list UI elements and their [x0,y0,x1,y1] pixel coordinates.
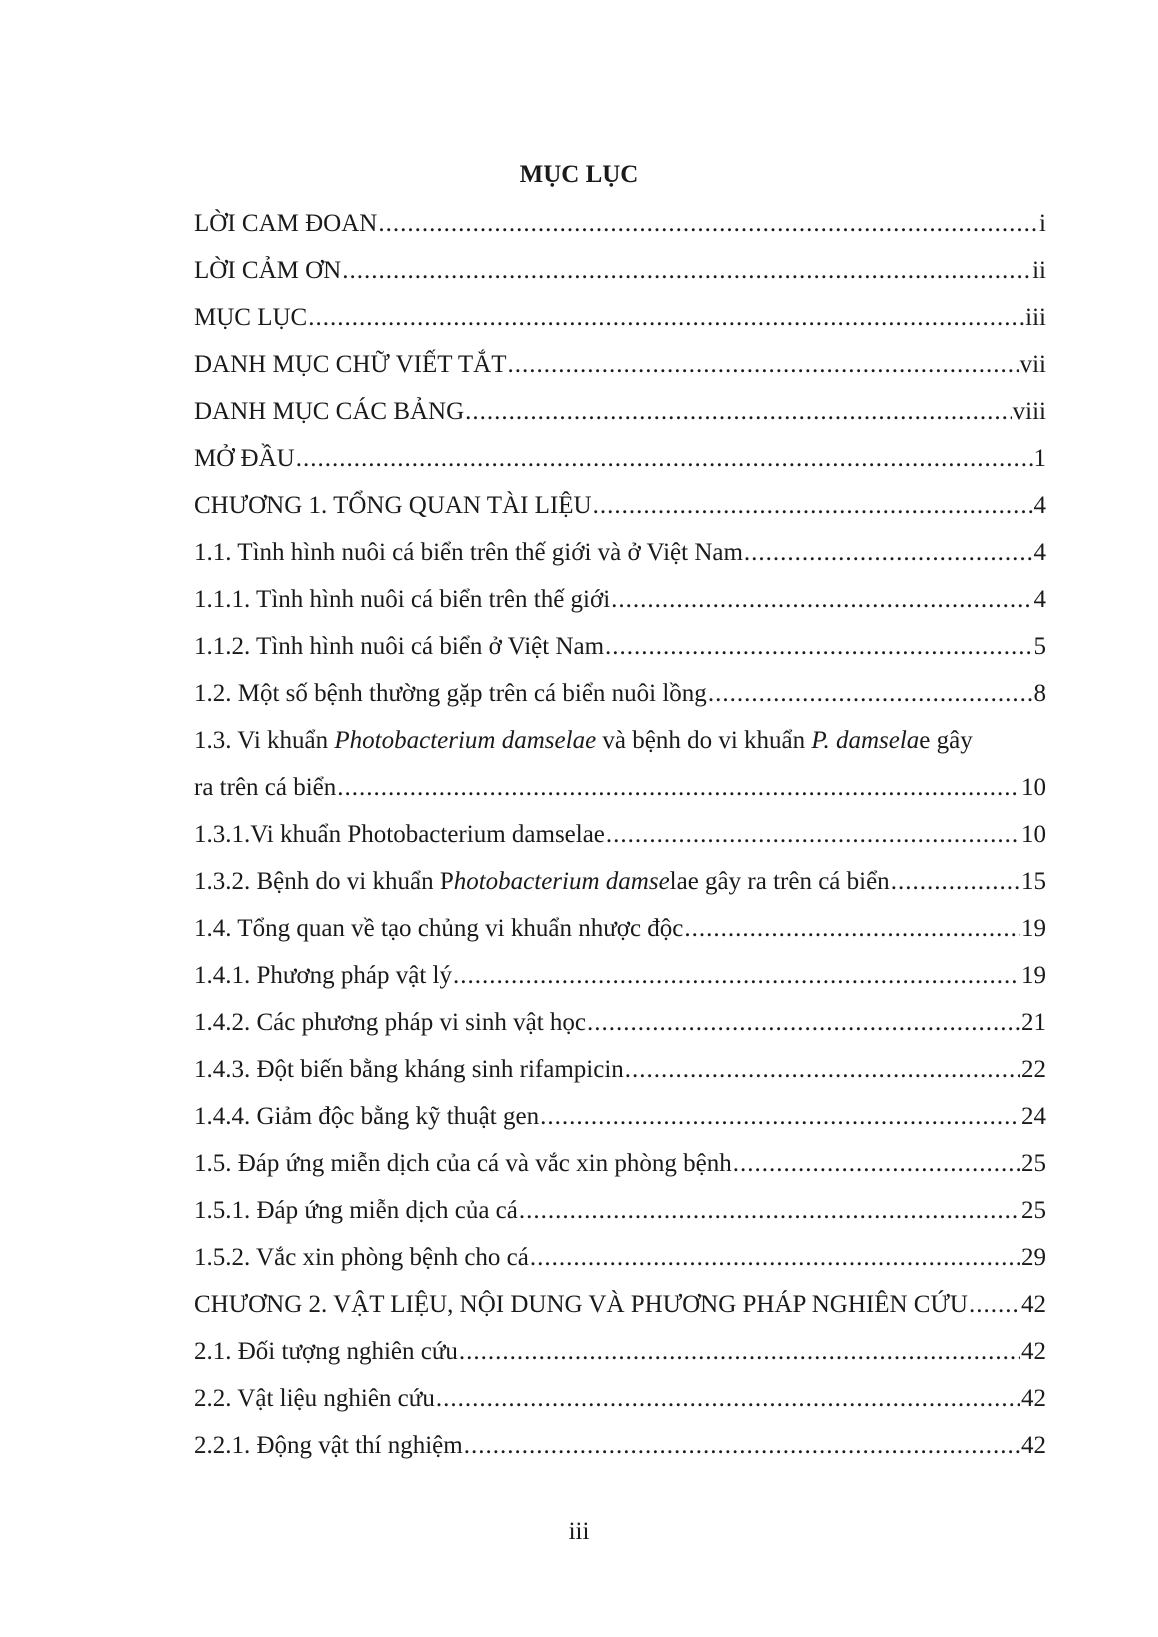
toc-entry-page: 24 [1021,1103,1046,1130]
toc-entry-label: 1.2. Một số bệnh thường gặp trên cá biển nuôi lồng [194,680,707,707]
toc-entry-label: MỞ ĐẦU [194,445,295,472]
dot-leader [744,529,1033,576]
toc-entry[interactable] [194,529,1046,576]
toc-entry-page: 8 [1033,680,1046,707]
toc-entry-label: 1.4.1. Phương pháp vật lý [194,962,453,989]
toc-entry-page: 42 [1021,1338,1046,1365]
toc-entry-page: 5 [1033,633,1046,660]
toc-entry-page: 42 [1021,1432,1046,1459]
dot-leader [519,1187,1020,1234]
toc-entry-label: 1.5.2. Vắc xin phòng bệnh cho cá [194,1244,529,1271]
dot-leader [378,200,1038,247]
toc-entry[interactable] [194,811,1046,858]
toc-entry[interactable] [194,1328,1046,1375]
toc-entry-page: 4 [1033,492,1046,519]
dot-leader [593,482,1033,529]
toc-entry[interactable] [194,999,1046,1046]
dot-leader [733,1140,1020,1187]
dot-leader [308,294,1024,341]
toc-entry-label: DANH MỤC CHỮ VIẾT TẮT [194,351,507,378]
dot-leader [464,1422,1020,1469]
toc-entry-page: 4 [1033,586,1046,613]
toc-entry-label: MỤC LỤC [194,304,308,331]
dot-leader [708,670,1033,717]
toc-entry-page: 19 [1021,915,1046,942]
toc-entry[interactable] [194,1281,1046,1328]
dot-leader [611,576,1032,623]
toc-entry[interactable] [194,576,1046,623]
toc-entry-page: 15 [1021,868,1046,895]
toc-entry-label: 1.1. Tình hình nuôi cá biển trên thế giới và ở Việt Nam [194,539,743,566]
toc-entry-page: i [1039,210,1046,237]
table-of-contents [194,200,1046,1469]
toc-entry[interactable] [194,1093,1046,1140]
toc-entry-label: 1.4.2. Các phương pháp vi sinh vật học [194,1009,586,1036]
toc-entry-page: viii [1012,398,1046,425]
toc-entry-label: 1.3. Vi khuẩn Photobacterium damselae và bệnh do vi khuẩn P. damselae gây [194,727,973,754]
dot-leader [453,952,1020,999]
toc-entry[interactable] [194,1234,1046,1281]
toc-entry-page: ii [1032,257,1046,284]
toc-entry-label: 2.2.1. Động vật thí nghiệm [194,1432,463,1459]
toc-entry-label: 2.1. Đối tượng nghiên cứu [194,1338,458,1365]
toc-entry-wrapped-line1[interactable] [194,717,1046,764]
toc-entry[interactable] [194,1046,1046,1093]
toc-entry-label: DANH MỤC CÁC BẢNG [194,398,465,425]
dot-leader [606,811,1020,858]
toc-entry[interactable] [194,1140,1046,1187]
toc-entry-label: 1.1.1. Tình hình nuôi cá biển trên thế giới [194,586,611,613]
dot-leader [459,1328,1020,1375]
dot-leader [969,1281,1020,1328]
toc-entry[interactable] [194,952,1046,999]
toc-entry-label: 1.1.2. Tình hình nuôi cá biển ở Việt Nam [194,633,605,660]
toc-entry[interactable] [194,623,1046,670]
toc-entry-label: LỜI CAM ĐOAN [194,210,378,237]
dot-leader [342,247,1031,294]
dot-leader [684,905,1020,952]
toc-entry-page: 42 [1021,1291,1046,1318]
toc-entry-page: 10 [1021,774,1046,801]
toc-entry-page: 22 [1021,1056,1046,1083]
toc-entry-page: vii [1019,351,1046,378]
toc-entry-label: CHƯƠNG 2. VẬT LIỆU, NỘI DUNG VÀ PHƯƠNG PHÁP NGHIÊN CỨU [194,1291,968,1318]
toc-entry[interactable] [194,200,1046,247]
dot-leader [891,858,1020,905]
dot-leader [507,341,1018,388]
dot-leader [436,1375,1020,1422]
dot-leader [605,623,1032,670]
toc-entry-label: CHƯƠNG 1. TỔNG QUAN TÀI LIỆU [194,492,592,519]
toc-entry-page: 19 [1021,962,1046,989]
dot-leader [530,1234,1020,1281]
toc-entry-page: 4 [1033,539,1046,566]
toc-entry[interactable] [194,435,1046,482]
toc-entry[interactable] [194,1422,1046,1469]
toc-entry-wrapped-line2[interactable] [194,764,1046,811]
toc-entry-label: 1.3.2. Bệnh do vi khuẩn Photobacterium damselae gây ra trên cá biển [194,868,890,895]
dot-leader [465,388,1011,435]
toc-entry[interactable] [194,905,1046,952]
toc-entry[interactable] [194,482,1046,529]
dot-leader [296,435,1033,482]
toc-entry-page: 42 [1021,1385,1046,1412]
toc-entry-page: 10 [1021,821,1046,848]
toc-entry[interactable] [194,294,1046,341]
toc-entry-page: iii [1025,304,1046,331]
dot-leader [625,1046,1020,1093]
toc-entry-page: 29 [1021,1244,1046,1271]
toc-entry-label: 1.4.4. Giảm độc bằng kỹ thuật gen [194,1103,540,1130]
toc-entry-page: 21 [1021,1009,1046,1036]
toc-entry-label: 1.4. Tổng quan về tạo chủng vi khuẩn nhược độc [194,915,684,942]
toc-entry[interactable] [194,388,1046,435]
toc-entry-page: 1 [1033,445,1046,472]
page-number: iii [568,1518,590,1545]
page-title: MỤC LỤC [519,161,639,188]
toc-entry[interactable] [194,858,1046,905]
toc-entry-label: LỜI CẢM ƠN [194,257,342,284]
toc-entry[interactable] [194,1187,1046,1234]
toc-entry-page: 25 [1021,1150,1046,1177]
toc-entry-label: 2.2. Vật liệu nghiên cứu [194,1385,435,1412]
dot-leader [540,1093,1020,1140]
dot-leader [587,999,1020,1046]
toc-entry[interactable] [194,670,1046,717]
toc-entry-label: 1.5.1. Đáp ứng miễn dịch của cá [194,1197,518,1224]
toc-entry-label: 1.5. Đáp ứng miễn dịch của cá và vắc xin phòng bệnh [194,1150,732,1177]
dot-leader [337,764,1020,811]
toc-entry[interactable] [194,247,1046,294]
toc-entry-label: 1.3.1.Vi khuẩn Photobacterium damselae [194,821,605,848]
toc-entry-page: 25 [1021,1197,1046,1224]
toc-entry-label: 1.4.3. Đột biến bằng kháng sinh rifampicin [194,1056,624,1083]
toc-entry[interactable] [194,341,1046,388]
toc-entry[interactable] [194,1375,1046,1422]
toc-entry-label: ra trên cá biển [194,774,337,801]
